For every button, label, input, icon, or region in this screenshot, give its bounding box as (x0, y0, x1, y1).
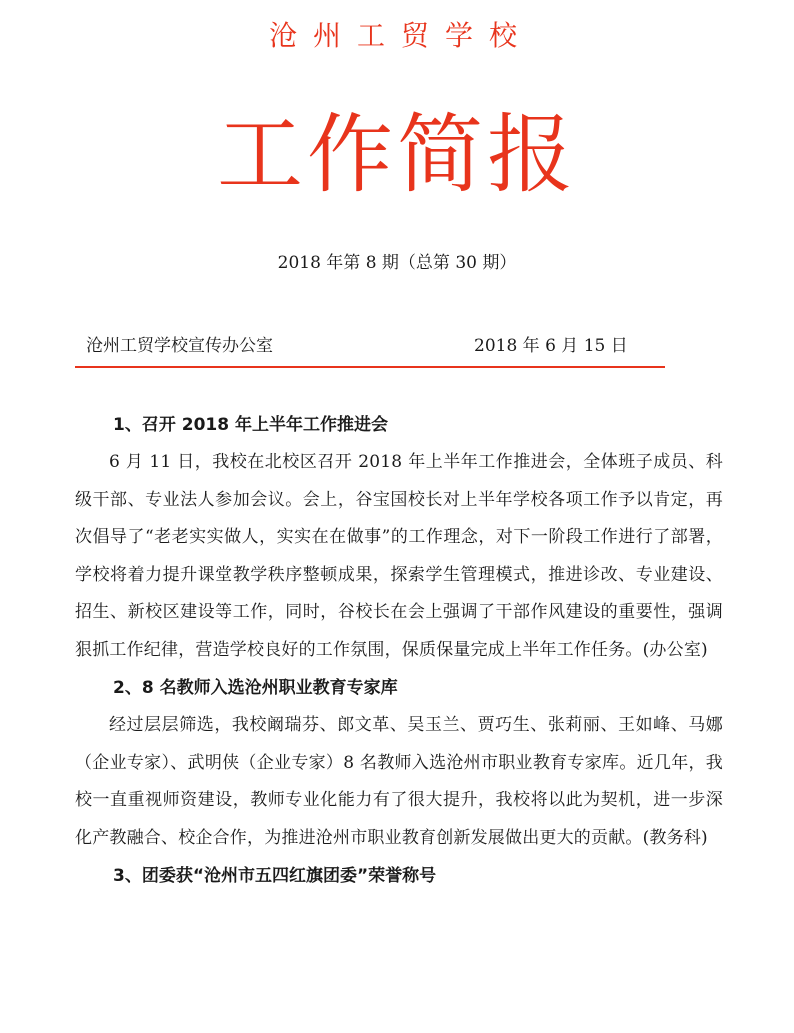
news-section-2 (75, 669, 723, 857)
section-heading: 3、团委获“沧州市五四红旗团委”荣誉称号 (113, 866, 437, 886)
issue-number: 2018 年第 8 期（总第 30 期） (277, 253, 517, 273)
section-heading: 1、召开 2018 年上半年工作推进会 (113, 415, 388, 435)
news-section-1 (75, 406, 723, 669)
publisher-office: 沧州工贸学校宣传办公室 (86, 336, 273, 356)
header-divider (75, 366, 665, 368)
section-heading: 2、8 名教师入选沧州职业教育专家库 (113, 678, 398, 698)
section-body: 6 月 11 日，我校在北校区召开 2018 年上半年工作推进会，全体班子成员、科级干部、专业法人参加会议。会上，谷宝国校长对上半年学校各项工作予以肯定，再次倡导了“老老实实做人，实实在在做事”的工作理念，对下一阶段工作进行了部署，学校将着力提升课堂教学秩序整顿成果，探索学生管理模式，推进诊改、专业建设、招生、新校区建设等工作，同时，谷校长在会上强调了干部作风建设的重要性，强调狠抓工作纪律，营造学校良好的工作氛围，保质保量完成上半年工作任务。(办公室) (75, 452, 723, 660)
publish-date: 2018 年 6 月 15 日 (474, 336, 628, 356)
news-section-3 (75, 857, 723, 895)
bulletin-content (75, 406, 723, 895)
section-body: 经过层层筛选，我校阚瑞芬、郎文革、吴玉兰、贾巧生、张莉丽、王如峰、马娜（企业专家）、武明侠（企业专家）8 名教师入选沧州市职业教育专家库。近几年，我校一直重视师资建设，教师专业化能力有了很大提升，我校将以此为契机，进一步深化产教融合、校企合作，为推进沧州市职业教育创新发展做出更大的贡献。(教务科) (75, 715, 723, 848)
school-name: 沧州工贸学校 (268, 19, 533, 52)
masthead-title: 工作简报 (217, 105, 577, 205)
